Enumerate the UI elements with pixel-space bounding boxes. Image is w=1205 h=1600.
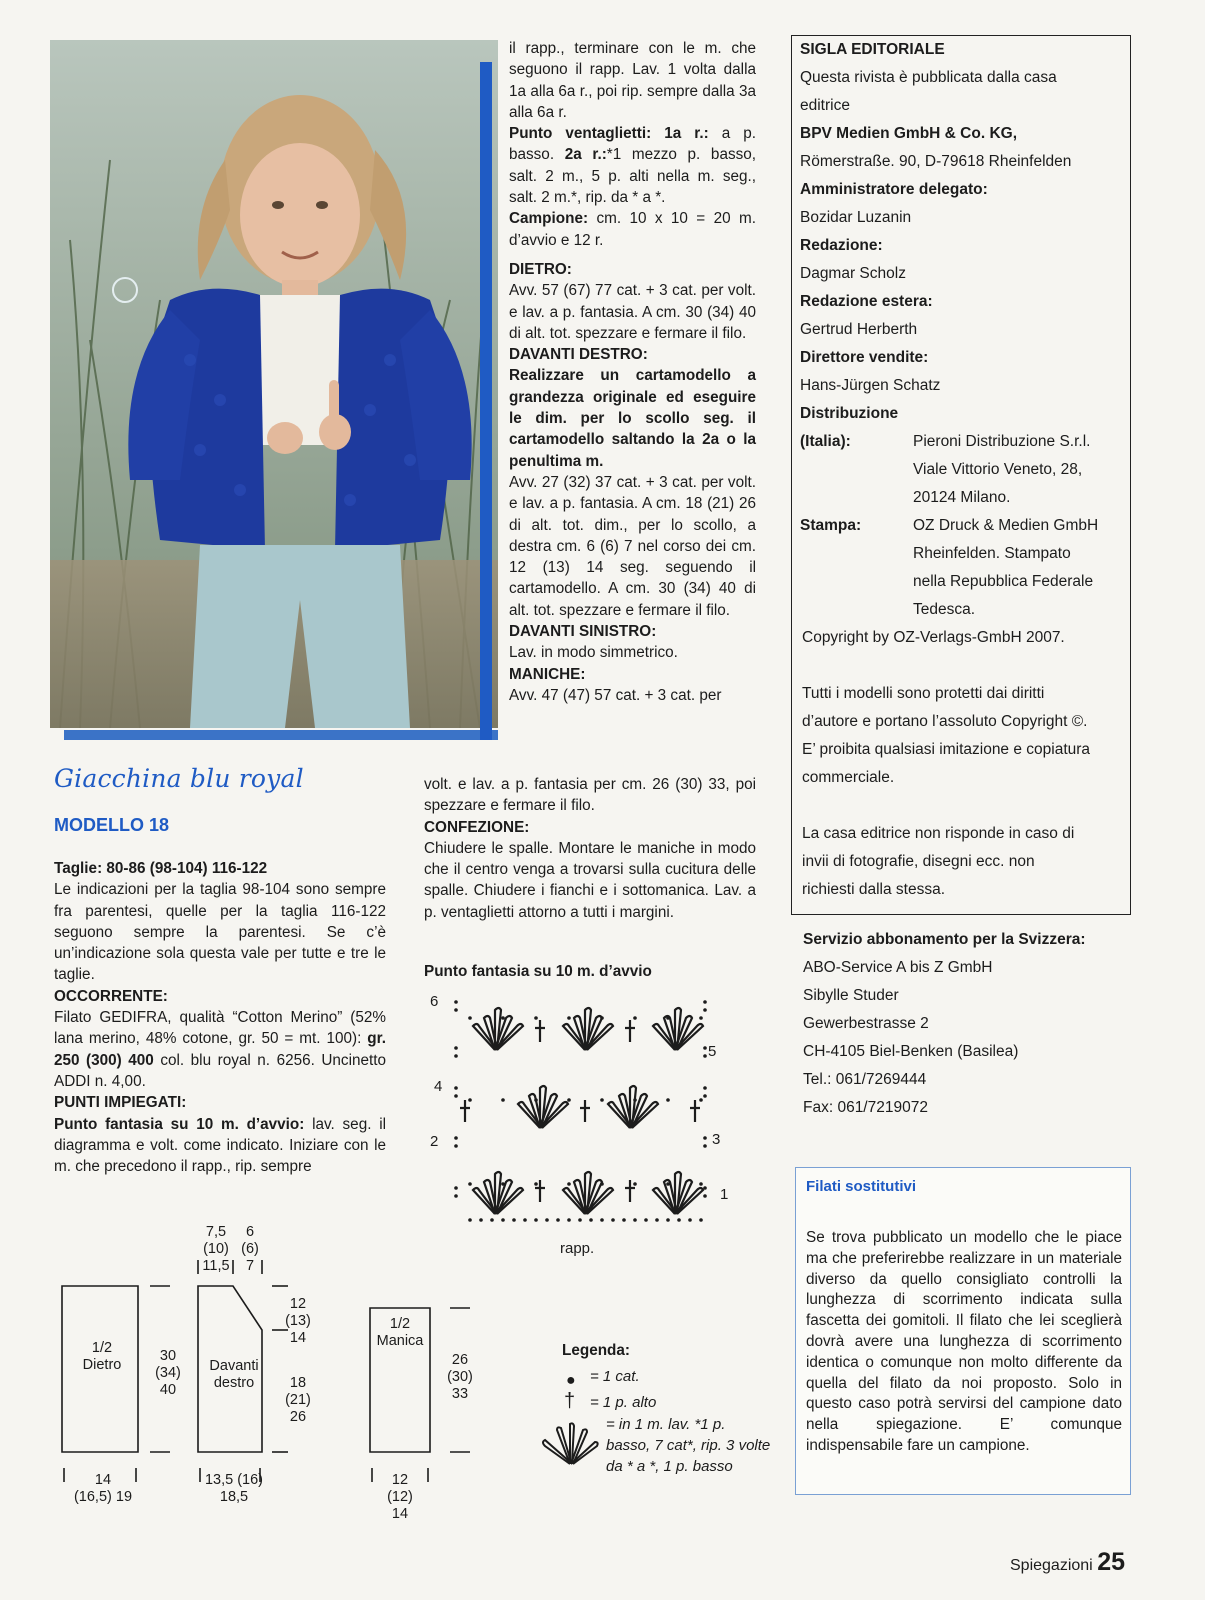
front-body-3: 26 (289, 1409, 307, 1425)
materials-qty: gr. 250 (300) 400 (54, 1030, 386, 1069)
fancy-stitch-text: lav. seg. il diagramma e volt. come indicato. Iniziare con le m. che precedono il rapp., rip. sempre (54, 1115, 386, 1176)
back-piece-line2: Dietro (82, 1357, 122, 1373)
chart-chain-dot (633, 1182, 637, 1186)
legend-chain-symbol: ● (566, 1372, 576, 1389)
chart-chain-dot (454, 1094, 458, 1098)
pattern-title: Giacchina blu royal (54, 764, 304, 793)
front-neck-height (280, 1296, 316, 1347)
back-heading: DIETRO: (509, 260, 572, 278)
legend-chain-text: = 1 cat. (590, 1368, 640, 1385)
chart-row-1: 1 (720, 1186, 729, 1203)
chart-chain-dot (589, 1218, 593, 1222)
chart-chain-dot (644, 1218, 648, 1222)
materials-text: Filato GEDIFRA, qualità “Cotton Merino” (52% lana merino, 48% cotone, gr. 50 = mt. 100): (54, 1009, 386, 1048)
copyright-line: Copyright by OZ-Verlags-GmbH 2007. (802, 629, 1065, 646)
chart-chain-dot (666, 1218, 670, 1222)
back-width-1: 14 (94, 1472, 112, 1488)
chart-chain-dot (523, 1218, 527, 1222)
chart-chain-dot (468, 1218, 472, 1222)
front-top-4: 6 (245, 1224, 255, 1240)
sizes-value: 80-86 (98-104) 116-122 (106, 860, 268, 877)
sales-name: Hans-Jürgen Schatz (800, 377, 941, 394)
chart-row-4: 4 (434, 1078, 443, 1095)
page-number: 25 (1097, 1548, 1125, 1576)
chart-double-crochet (690, 1100, 700, 1122)
front-top-2: (10) (203, 1241, 229, 1257)
back-piece-line1: 1/2 (91, 1340, 113, 1356)
photo-shadow (64, 730, 498, 740)
chart-chain-dot (512, 1218, 516, 1222)
chart-row-5: 5 (708, 1043, 717, 1060)
chart-chain-dot (567, 1182, 571, 1186)
chart-chain-dot (703, 1086, 707, 1090)
model-photo (50, 40, 498, 728)
rights-line-4: commerciale. (802, 769, 895, 786)
materials-rest: col. blu royal n. 6256. Uncinetto ADDI n. 4,00. (54, 1051, 386, 1090)
front-width-1: 13,5 (16) (204, 1472, 264, 1488)
legend-dc-symbol: † (564, 1390, 576, 1412)
disclaimer-line-1: La casa editrice non risponde in caso di (802, 825, 1075, 842)
editorial-label: Redazione: (800, 237, 883, 254)
front-width (196, 1472, 272, 1506)
instructions-column-2-lower (424, 774, 756, 923)
chart-chain-dot (633, 1218, 637, 1222)
back-piece-label (70, 1340, 134, 1374)
swiss-line-4: CH-4105 Biel-Benken (Basilea) (803, 1043, 1019, 1060)
chart-chain-dot (699, 1182, 703, 1186)
sizes-text: Le indicazioni per la taglia 98-104 sono sempre fra parentesi, quelle per la taglia 116-122 seguono sempre la parentesi. Se c’è un’indicazione sola questa vale per tutte e tre le taglie. (54, 881, 386, 984)
distribution-label-2: (Italia): (800, 433, 851, 450)
chart-chain-dot (633, 1016, 637, 1020)
chart-chain-dot (454, 1054, 458, 1058)
chart-chain-dot (490, 1218, 494, 1222)
right-front-bold: Realizzare un cartamodello a grandezza originale ed eseguire le dim. per lo scollo seg. il cartamodello saltando la 2a o la penultima m. (509, 367, 756, 470)
sleeves-heading: MANICHE: (509, 665, 586, 683)
crochet-chart (420, 988, 740, 1243)
section-name: Spiegazioni (1010, 1557, 1093, 1574)
front-top-1: 7,5 (205, 1224, 227, 1240)
legend-fan-text: = in 1 m. lav. *1 p. basso, 7 cat*, rip. 3 volte da * a *, 1 p. basso (606, 1416, 771, 1475)
gauge-label: Campione: (509, 210, 589, 228)
chart-chain-dot (501, 1016, 505, 1020)
chart-chain-dot (454, 1186, 458, 1190)
chart-chain-dot (534, 1016, 538, 1020)
chart-chain-dot (703, 1054, 707, 1058)
chart-chain-dot (567, 1098, 571, 1102)
swiss-subscription (803, 926, 1123, 1122)
left-front-heading: DAVANTI SINISTRO: (509, 623, 657, 641)
legend-title: Legenda: (562, 1342, 630, 1359)
distribution-line-2: Viale Vittorio Veneto, 28, (913, 461, 1083, 478)
publisher-heading: SIGLA EDITORIALE (800, 41, 945, 58)
front-body-2: (21) (285, 1392, 311, 1408)
chart-chain-dot (688, 1218, 692, 1222)
chart-chain-dot (578, 1218, 582, 1222)
chart-chain-dot (600, 1218, 604, 1222)
front-top-right (238, 1224, 262, 1275)
garment-schematics (50, 1224, 480, 1525)
chart-chain-dot (677, 1218, 681, 1222)
chart-chain-dot (454, 1046, 458, 1050)
print-line-2: Rheinfelden. Stampato (913, 545, 1071, 562)
back-height-3: 40 (159, 1382, 177, 1398)
foreign-editorial-label: Redazione estera: (800, 293, 933, 310)
chart-chain-dot (567, 1016, 571, 1020)
front-width-2: 18,5 (219, 1489, 249, 1505)
back-height-2: (34) (155, 1365, 181, 1381)
sleeves-text: Avv. 47 (47) 57 cat. + 3 cat. per (509, 686, 722, 704)
right-front-text: Avv. 27 (32) 37 cat. + 3 cat. per volt. e lav. a p. fantasia. A cm. 18 (21) 26 di alt. tot. dim., per lo scollo, a destra cm. 6 (6) 7 nel corso dei cm. 12 (13) 14 seg. seguendo il cartamodello. A cm. 30 (34) 40 di alt. tot. spezzare e fermare il filo. (509, 473, 756, 619)
sleeve-width-2: (12) (387, 1489, 413, 1505)
publisher-box (791, 35, 1131, 915)
chart-double-crochet (580, 1100, 590, 1122)
front-neck-1: 12 (289, 1296, 307, 1312)
swiss-line-1: ABO-Service A bis Z GmbH (803, 959, 993, 976)
back-width-2: (16,5) 19 (73, 1489, 133, 1505)
front-piece-line1: Davanti (209, 1358, 259, 1374)
chart-chain-dot (468, 1098, 472, 1102)
editorial-name: Dagmar Scholz (800, 265, 906, 282)
chart-svg (420, 988, 740, 1238)
chart-chain-dot (454, 1136, 458, 1140)
chart-chain-dot (454, 1144, 458, 1148)
publisher-address: Römerstraße. 90, D-79618 Rheinfelden (800, 153, 1072, 170)
fan-stitch-row1: a p. basso. (509, 125, 757, 164)
legend-dc-text: = 1 p. alto (590, 1394, 657, 1411)
back-width (68, 1472, 138, 1506)
print-line-4: Tedesca. (913, 601, 976, 618)
sleeve-width-1: 12 (391, 1472, 409, 1488)
front-piece-line2: destro (213, 1375, 255, 1391)
chart-chain-dot (703, 1194, 707, 1198)
chart-chain-dot (655, 1218, 659, 1222)
fan-stitch-row2: *1 mezzo p. basso, salt. 2 m., 5 p. alti nella m. seg., salt. 2 m.*, rip. da * a *. (509, 146, 757, 207)
repeat-label: rapp. (560, 1240, 595, 1257)
chart-chain-dot (556, 1218, 560, 1222)
model-number: MODELLO 18 (54, 815, 170, 835)
publisher-company: BPV Medien GmbH & Co. KG, (800, 125, 1018, 142)
fan-stitch-label: Punto ventaglietti: 1a r.: (509, 125, 709, 143)
substitute-yarns-title: Filati sostitutivi (806, 1178, 917, 1195)
chart-chain-dot (501, 1218, 505, 1222)
back-text: Avv. 57 (67) 77 cat. + 3 cat. per volt. e lav. a p. fantasia. A cm. 30 (34) 40 di alt. tot. spezzare e fermare il filo. (509, 282, 756, 342)
chart-title: Punto fantasia su 10 m. d’avvio (424, 963, 652, 980)
chart-chain-dot (703, 1136, 707, 1140)
chart-chain-dot (699, 1098, 703, 1102)
chart-chain-dot (699, 1016, 703, 1020)
front-top-3: 11,5 (202, 1258, 230, 1274)
chart-chain-dot (666, 1098, 670, 1102)
chart-row-2: 2 (430, 1133, 439, 1150)
chart-row-6: 6 (430, 993, 439, 1010)
chart-double-crochet (535, 1020, 545, 1042)
publisher-intro: Questa rivista è pubblicata dalla casa editrice (800, 69, 1057, 114)
ceo-label: Amministratore delegato: (800, 181, 988, 198)
chart-chain-dot (622, 1218, 626, 1222)
ceo-name: Bozidar Luzanin (800, 209, 912, 226)
substitute-yarns-box (795, 1167, 1131, 1495)
front-top-6: 7 (245, 1258, 255, 1274)
swiss-line-2: Sibylle Studer (803, 987, 899, 1004)
chart-chain-dot (534, 1182, 538, 1186)
substitute-yarns-text: Se trova pubblicato un modello che le piace ma che preferirebbe realizzare in un materiale diverso da quello consigliato controlli la lunghezza di scorrimento indicata sulla fascetta dei gomitoli. Il filato che lei sceglierà dovrà avere una lunghezza di scorrimento identica o comunque non molto differente da quella del filato da noi proposto. Solo in questo caso potrà servirsi del campione dato nella spiegazione. E’ comunque indispensabile fare un campione. (806, 1229, 1122, 1454)
front-piece-label (202, 1358, 266, 1392)
sleeve-width-3: 14 (391, 1506, 409, 1522)
sales-label: Direttore vendite: (800, 349, 929, 366)
sleeve-piece-line1: 1/2 (389, 1316, 411, 1332)
right-front-heading: DAVANTI DESTRO: (509, 346, 648, 364)
chart-chain-dot (479, 1218, 483, 1222)
rights-line-1: Tutti i modelli sono protetti dai diritti (802, 685, 1045, 702)
distribution-label: Distribuzione (800, 405, 899, 422)
chart-chain-dot (454, 1000, 458, 1004)
disclaimer-line-2: invii di fotografie, disegni ecc. non (802, 853, 1035, 870)
sleeve-height (440, 1352, 480, 1403)
chart-chain-dot (611, 1218, 615, 1222)
chart-chain-dot (600, 1098, 604, 1102)
swiss-heading: Servizio abbonamento per la Svizzera: (803, 931, 1086, 948)
photo-illustration (50, 40, 498, 728)
swiss-phone: Tel.: 061/7269444 (803, 1071, 927, 1088)
sleeves-cont: volt. e lav. a p. fantasia per cm. 26 (30) 33, poi spezzare e fermare il filo. (424, 776, 756, 815)
back-height-1: 30 (159, 1348, 177, 1364)
left-front-text: Lav. in modo simmetrico. (509, 644, 678, 662)
chart-row-3: 3 (712, 1131, 721, 1148)
rights-line-3: E’ proibita qualsiasi imitazione e copiatura (802, 741, 1091, 758)
swiss-line-3: Gewerbestrasse 2 (803, 1015, 929, 1032)
distribution-line-3: 20124 Milano. (913, 489, 1011, 506)
foreign-editorial-name: Gertrud Herberth (800, 321, 918, 338)
sleeve-piece-label (372, 1316, 428, 1350)
distribution-line-1: Pieroni Distribuzione S.r.l. (913, 433, 1091, 450)
print-label: Stampa: (800, 517, 862, 534)
page-footer (1010, 1548, 1125, 1577)
chart-chain-dot (567, 1218, 571, 1222)
chart-double-crochet (625, 1020, 635, 1042)
gauge-text: cm. 10 x 10 = 20 m. d’avvio e 12 r. (509, 210, 757, 249)
chart-chain-dot (703, 1094, 707, 1098)
chart-double-crochet (460, 1100, 470, 1122)
chart-chain-dot (534, 1218, 538, 1222)
chart-chain-dot (699, 1218, 703, 1222)
chart-chain-dot (468, 1016, 472, 1020)
chart-chain-dot (703, 1144, 707, 1148)
chart-chain-dot (454, 1194, 458, 1198)
sleeve-height-1: 26 (451, 1352, 469, 1368)
sizes-label: Taglie: (54, 860, 103, 877)
front-neck-2: (13) (285, 1313, 311, 1329)
swiss-fax: Fax: 061/7219072 (803, 1099, 928, 1116)
front-body-1: 18 (289, 1375, 307, 1391)
chart-chain-dot (545, 1218, 549, 1222)
fan-stitch-label-2: 2a r.: (564, 146, 607, 164)
assembly-text: Chiudere le spalle. Montare le maniche in modo che il centro venga a trovarsi sulla cucitura delle spalle. Chiudere i fianchi e i sottomanica. Lav. a p. ventaglietti attorno a tutti i margini. (424, 839, 756, 921)
front-top-left (196, 1224, 236, 1275)
front-neck-3: 14 (289, 1330, 307, 1346)
sleeve-height-2: (30) (447, 1369, 473, 1385)
print-line-3: nella Repubblica Federale (913, 573, 1094, 590)
chart-chain-dot (703, 1046, 707, 1050)
chart-chain-dot (703, 1000, 707, 1004)
instructions-column-1 (54, 858, 386, 1177)
chart-chain-dot (454, 1086, 458, 1090)
assembly-heading: CONFEZIONE: (424, 818, 530, 836)
front-top-5: (6) (241, 1241, 259, 1257)
accent-bar (480, 62, 492, 740)
rights-line-2: d’autore e portano l’assoluto Copyright ©. (802, 713, 1088, 730)
chart-chain-dot (703, 1008, 707, 1012)
materials-heading: OCCORRENTE: (54, 987, 168, 1005)
sleeve-piece-line2: Manica (376, 1333, 424, 1349)
front-body-height (280, 1375, 316, 1426)
sleeve-height-3: 33 (451, 1386, 469, 1402)
fancy-stitch-cont: il rapp., terminare con le m. che seguono il rapp. Lav. 1 volta dalla 1a alla 6a r., poi rip. sempre dalla 3a alla 6a r. (509, 40, 756, 121)
chart-chain-dot (501, 1098, 505, 1102)
instructions-column-2 (509, 38, 756, 706)
disclaimer-line-3: richiesti dalla stessa. (802, 881, 946, 898)
fan-icon (535, 1418, 605, 1468)
stitches-heading: PUNTI IMPIEGATI: (54, 1094, 187, 1112)
sleeve-width (382, 1472, 418, 1523)
chart-chain-dot (454, 1008, 458, 1012)
print-line-1: OZ Druck & Medien GmbH (913, 517, 1099, 534)
back-height (146, 1348, 190, 1399)
chart-chain-dot (468, 1182, 472, 1186)
fancy-stitch-label: Punto fantasia su 10 m. d’avvio: (54, 1115, 305, 1133)
legend-fan-symbol (535, 1418, 605, 1473)
